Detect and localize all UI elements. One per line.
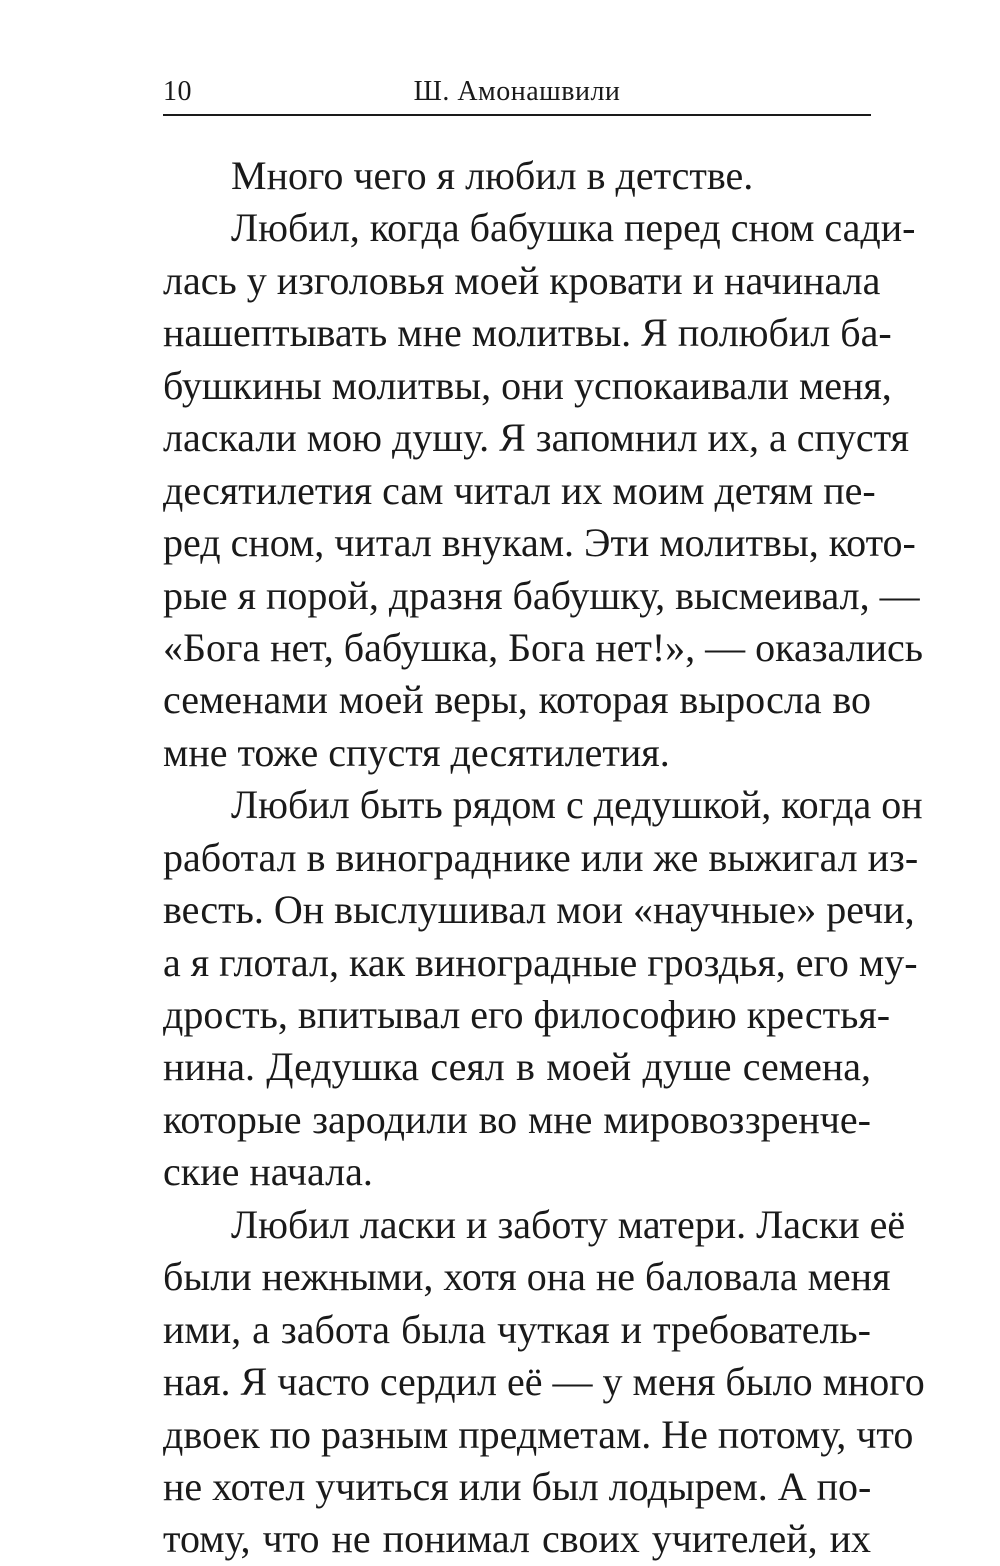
paragraph-2-line: нашептывать мне молитвы. Я полюбил ба- — [163, 310, 892, 356]
page-number: 10 — [163, 76, 192, 107]
paragraph-3-line: дрость, впитывал его философию крестья- — [163, 992, 891, 1037]
running-head-author: Ш. Амонашвили — [413, 76, 621, 107]
paragraph-2-line: мне тоже спустя десятилетия. — [163, 729, 670, 775]
paragraph-4-line: тому, что не понимал своих учителей, их — [163, 1516, 871, 1562]
paragraph-4-line: двоек по разным предметам. Не потому, что — [163, 1411, 914, 1457]
paragraph-4-line: ими, а забота была чуткая и требователь- — [163, 1306, 871, 1352]
paragraph-2-line: ред сном, читал внукам. Эти молитвы, кото- — [163, 520, 916, 566]
paragraph-2-line: десятилетия сам читал их моим детям пе- — [163, 467, 876, 513]
paragraph-4-line: были нежными, хотя она не баловала меня — [163, 1254, 891, 1300]
paragraph-3-line: нина. Дедушка сеял в моей душе семена, — [163, 1044, 871, 1090]
body-text — [163, 150, 925, 1566]
paragraph-2-line: семенами моей веры, которая выросла во — [163, 677, 871, 723]
paragraph-3-line: работал в винограднике или же выжигал из- — [163, 834, 919, 880]
paragraph-2-line: бушкины молитвы, они успокаивали меня, — [163, 362, 892, 408]
paragraph-2-line: «Бога нет, бабушка, Бога нет!», — оказались — [163, 624, 924, 670]
paragraph-2-line: Любил, когда бабушка перед сном сади- — [231, 205, 916, 251]
paragraph-3-line: которые зародили во мне мировоззренче- — [163, 1096, 871, 1142]
paragraph-2-line: лась у изголовья моей кровати и начинала — [163, 257, 881, 303]
paragraph-4-line: Любил ласки и заботу матери. Ласки её — [231, 1201, 906, 1247]
paragraph-2-line: рые я порой, дразня бабушку, высмеивал, — — [163, 572, 920, 618]
paragraph-3-line: ские начала. — [163, 1149, 373, 1195]
paragraph-4-line: не хотел учиться или был лодырем. А по- — [163, 1463, 872, 1509]
paragraph-3-line: Любил быть рядом с дедушкой, когда он — [231, 782, 923, 828]
paragraph-2-line: ласкали мою душу. Я запомнил их, а спустя — [163, 415, 909, 461]
paragraph-3-line: а я глотал, как виноградные гроздья, его му- — [163, 939, 918, 985]
paragraph-4-line: ная. Я часто сердил её — у меня было много — [163, 1359, 925, 1405]
paragraph-3-line: весть. Он выслушивал мои «научные» речи, — [163, 887, 915, 933]
paragraph-1-line: Много чего я любил в детстве. — [231, 153, 754, 198]
running-head — [163, 70, 871, 116]
